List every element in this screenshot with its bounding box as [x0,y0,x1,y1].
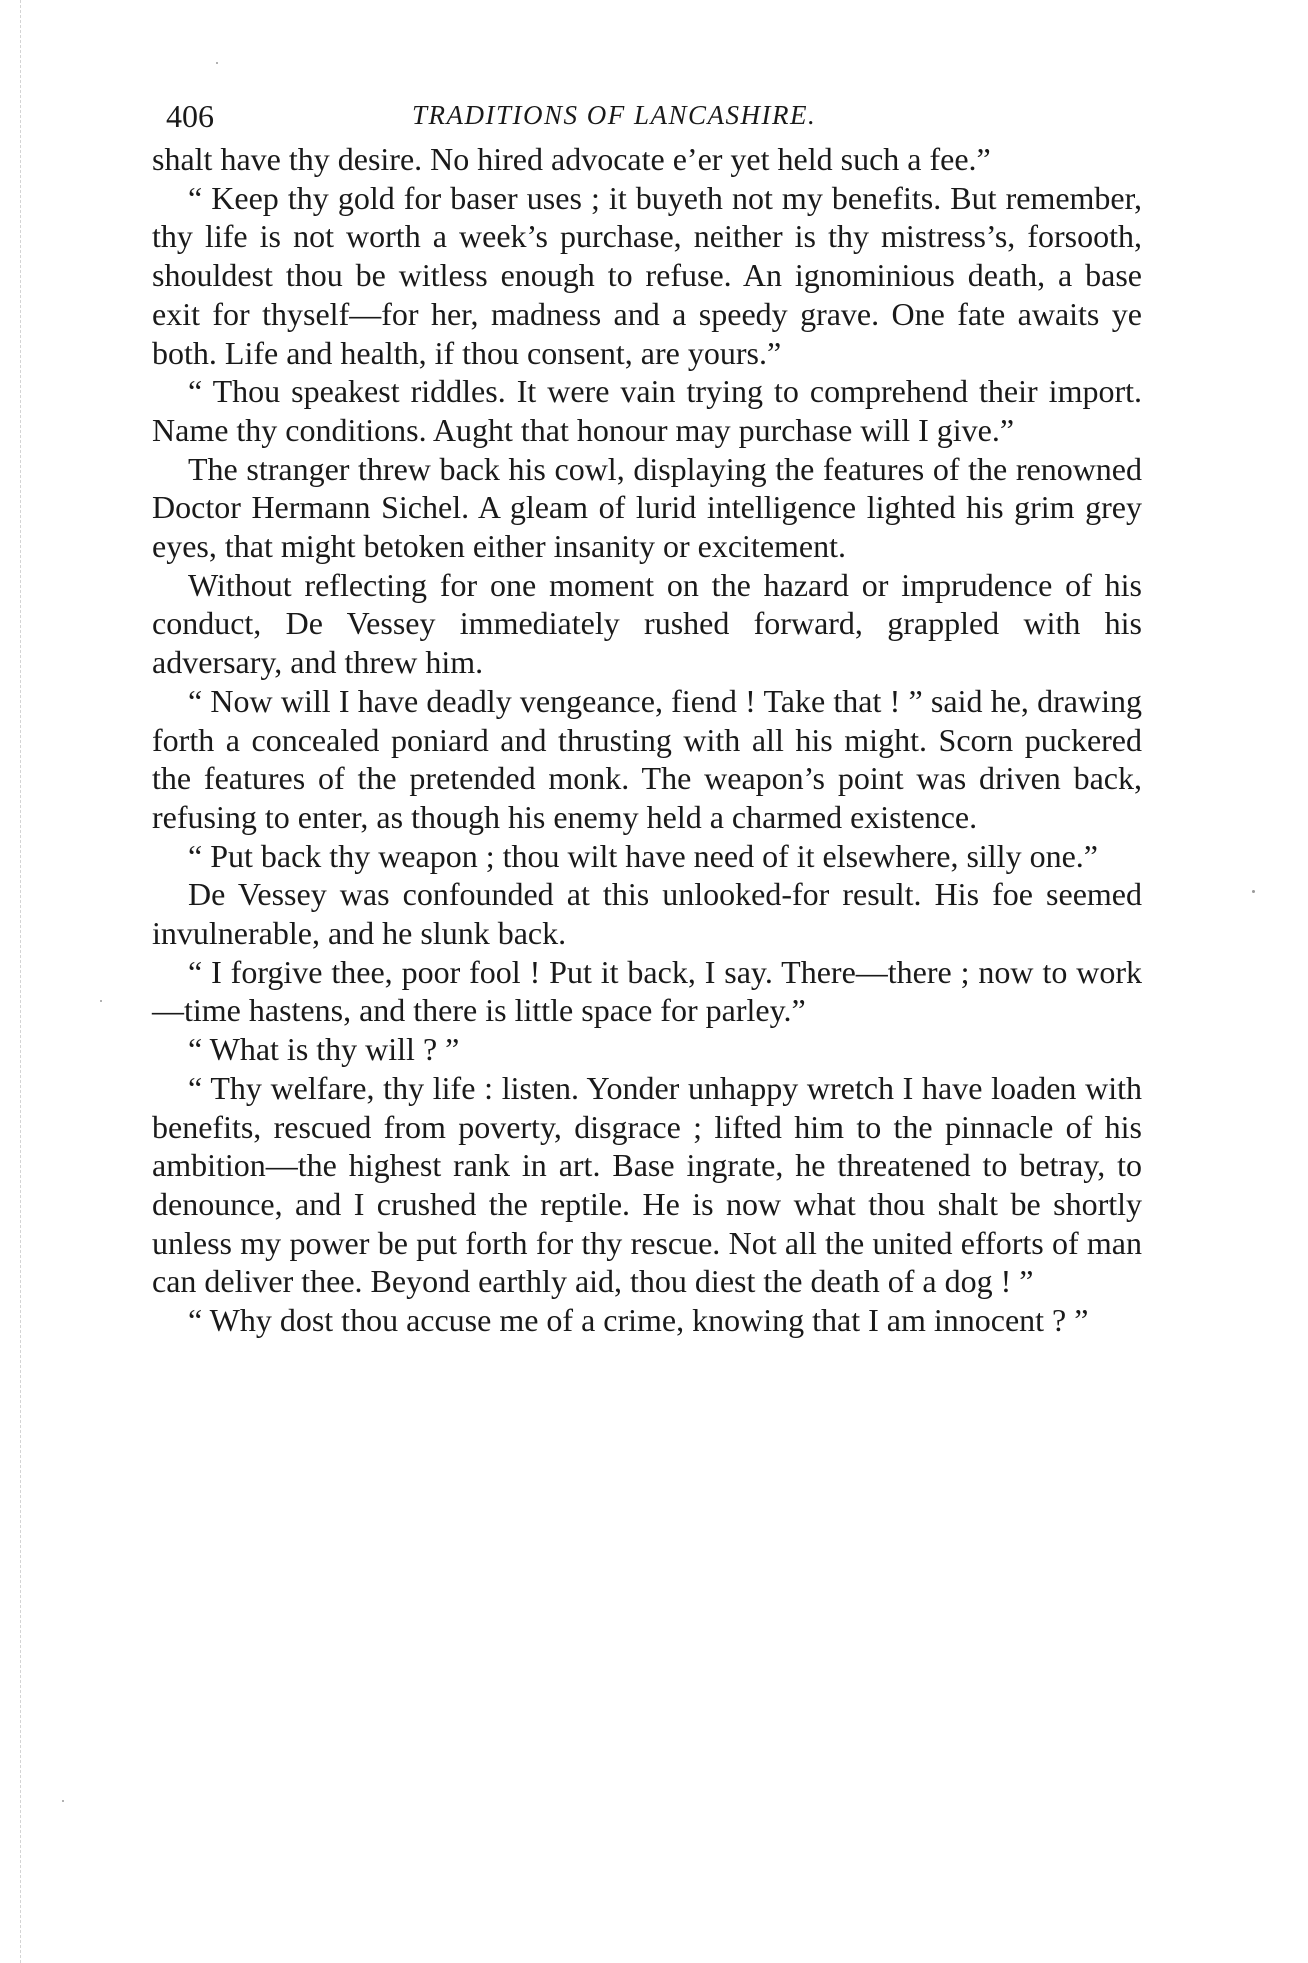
paragraph: shalt have thy desire. No hired advocate e’er yet held such a fee.” [152,141,991,177]
paragraph: “ Thou speakest riddles. It were vain trying to comprehend their import. Name thy conditions. Aught that honour may purchase will I give.” [152,373,1142,448]
paragraph: “ Thy welfare, thy life : listen. Yonder unhappy wretch I have loaden with benefits, rescued from poverty, disgrace ; lifted him to the pinnacle of his ambition—the highest rank in art. Base ingrate, he threatened to betray, to denounce, and I crushed the reptile. He is now what thou shalt be shortly unless my power be put forth for thy rescue. Not all the united efforts of man can deliver thee. Beyond earthly aid, thou diest the death of a dog ! ” [152,1069,1142,1300]
binding-edge-line [20,0,22,1963]
paragraph: “ Keep thy gold for baser uses ; it buyeth not my benefits. But remember, thy life is not worth a week’s purchase, neither is thy mistress’s, forsooth, shouldest thou be witless enough to refuse. An ignominious death, a base exit for thyself—for her, madness and a speedy grave. One fate awaits ye both. Life and health, if thou consent, are yours.” [152,179,1142,371]
paragraph: “ Now will I have deadly vengeance, fiend ! Take that ! ” said he, drawing forth a concealed poniard and thrusting with all his might. Scorn puckered the features of the pretended monk. The weapon’s point was driven back, refusing to enter, as though his enemy held a charmed existence. [152,682,1142,835]
paper-speck [100,1000,102,1002]
paragraph: “ Why dost thou accuse me of a crime, knowing that I am innocent ? ” [188,1302,1089,1339]
paper-speck [1252,890,1255,893]
paper-speck [216,62,218,64]
paragraph: “ Put back thy weapon ; thou wilt have need of it elsewhere, silly one.” [188,837,1098,874]
page-header [152,98,1152,138]
paragraph: “ What is thy will ? ” [188,1031,460,1068]
paragraph: Without reflecting for one moment on the hazard or imprudence of his conduct, De Vessey immediately rushed forward, grappled with his adversary, and threw him. [152,566,1142,681]
body-text [152,140,1142,1340]
page-number: 406 [166,98,214,134]
paper-speck [62,1800,64,1802]
running-title: TRADITIONS OF LANCASHIRE. [412,100,817,130]
paragraph: “ I forgive thee, poor fool ! Put it back, I say. There—there ; now to work—time hastens, and there is little space for parley.” [152,953,1142,1029]
paragraph: De Vessey was confounded at this unlooked-for result. His foe seemed invulnerable, and he slunk back. [152,876,1142,952]
paragraph: The stranger threw back his cowl, displaying the features of the renowned Doctor Hermann Sichel. A gleam of lurid intelligence lighted his grim grey eyes, that might betoken either insanity or excitement. [152,450,1142,565]
